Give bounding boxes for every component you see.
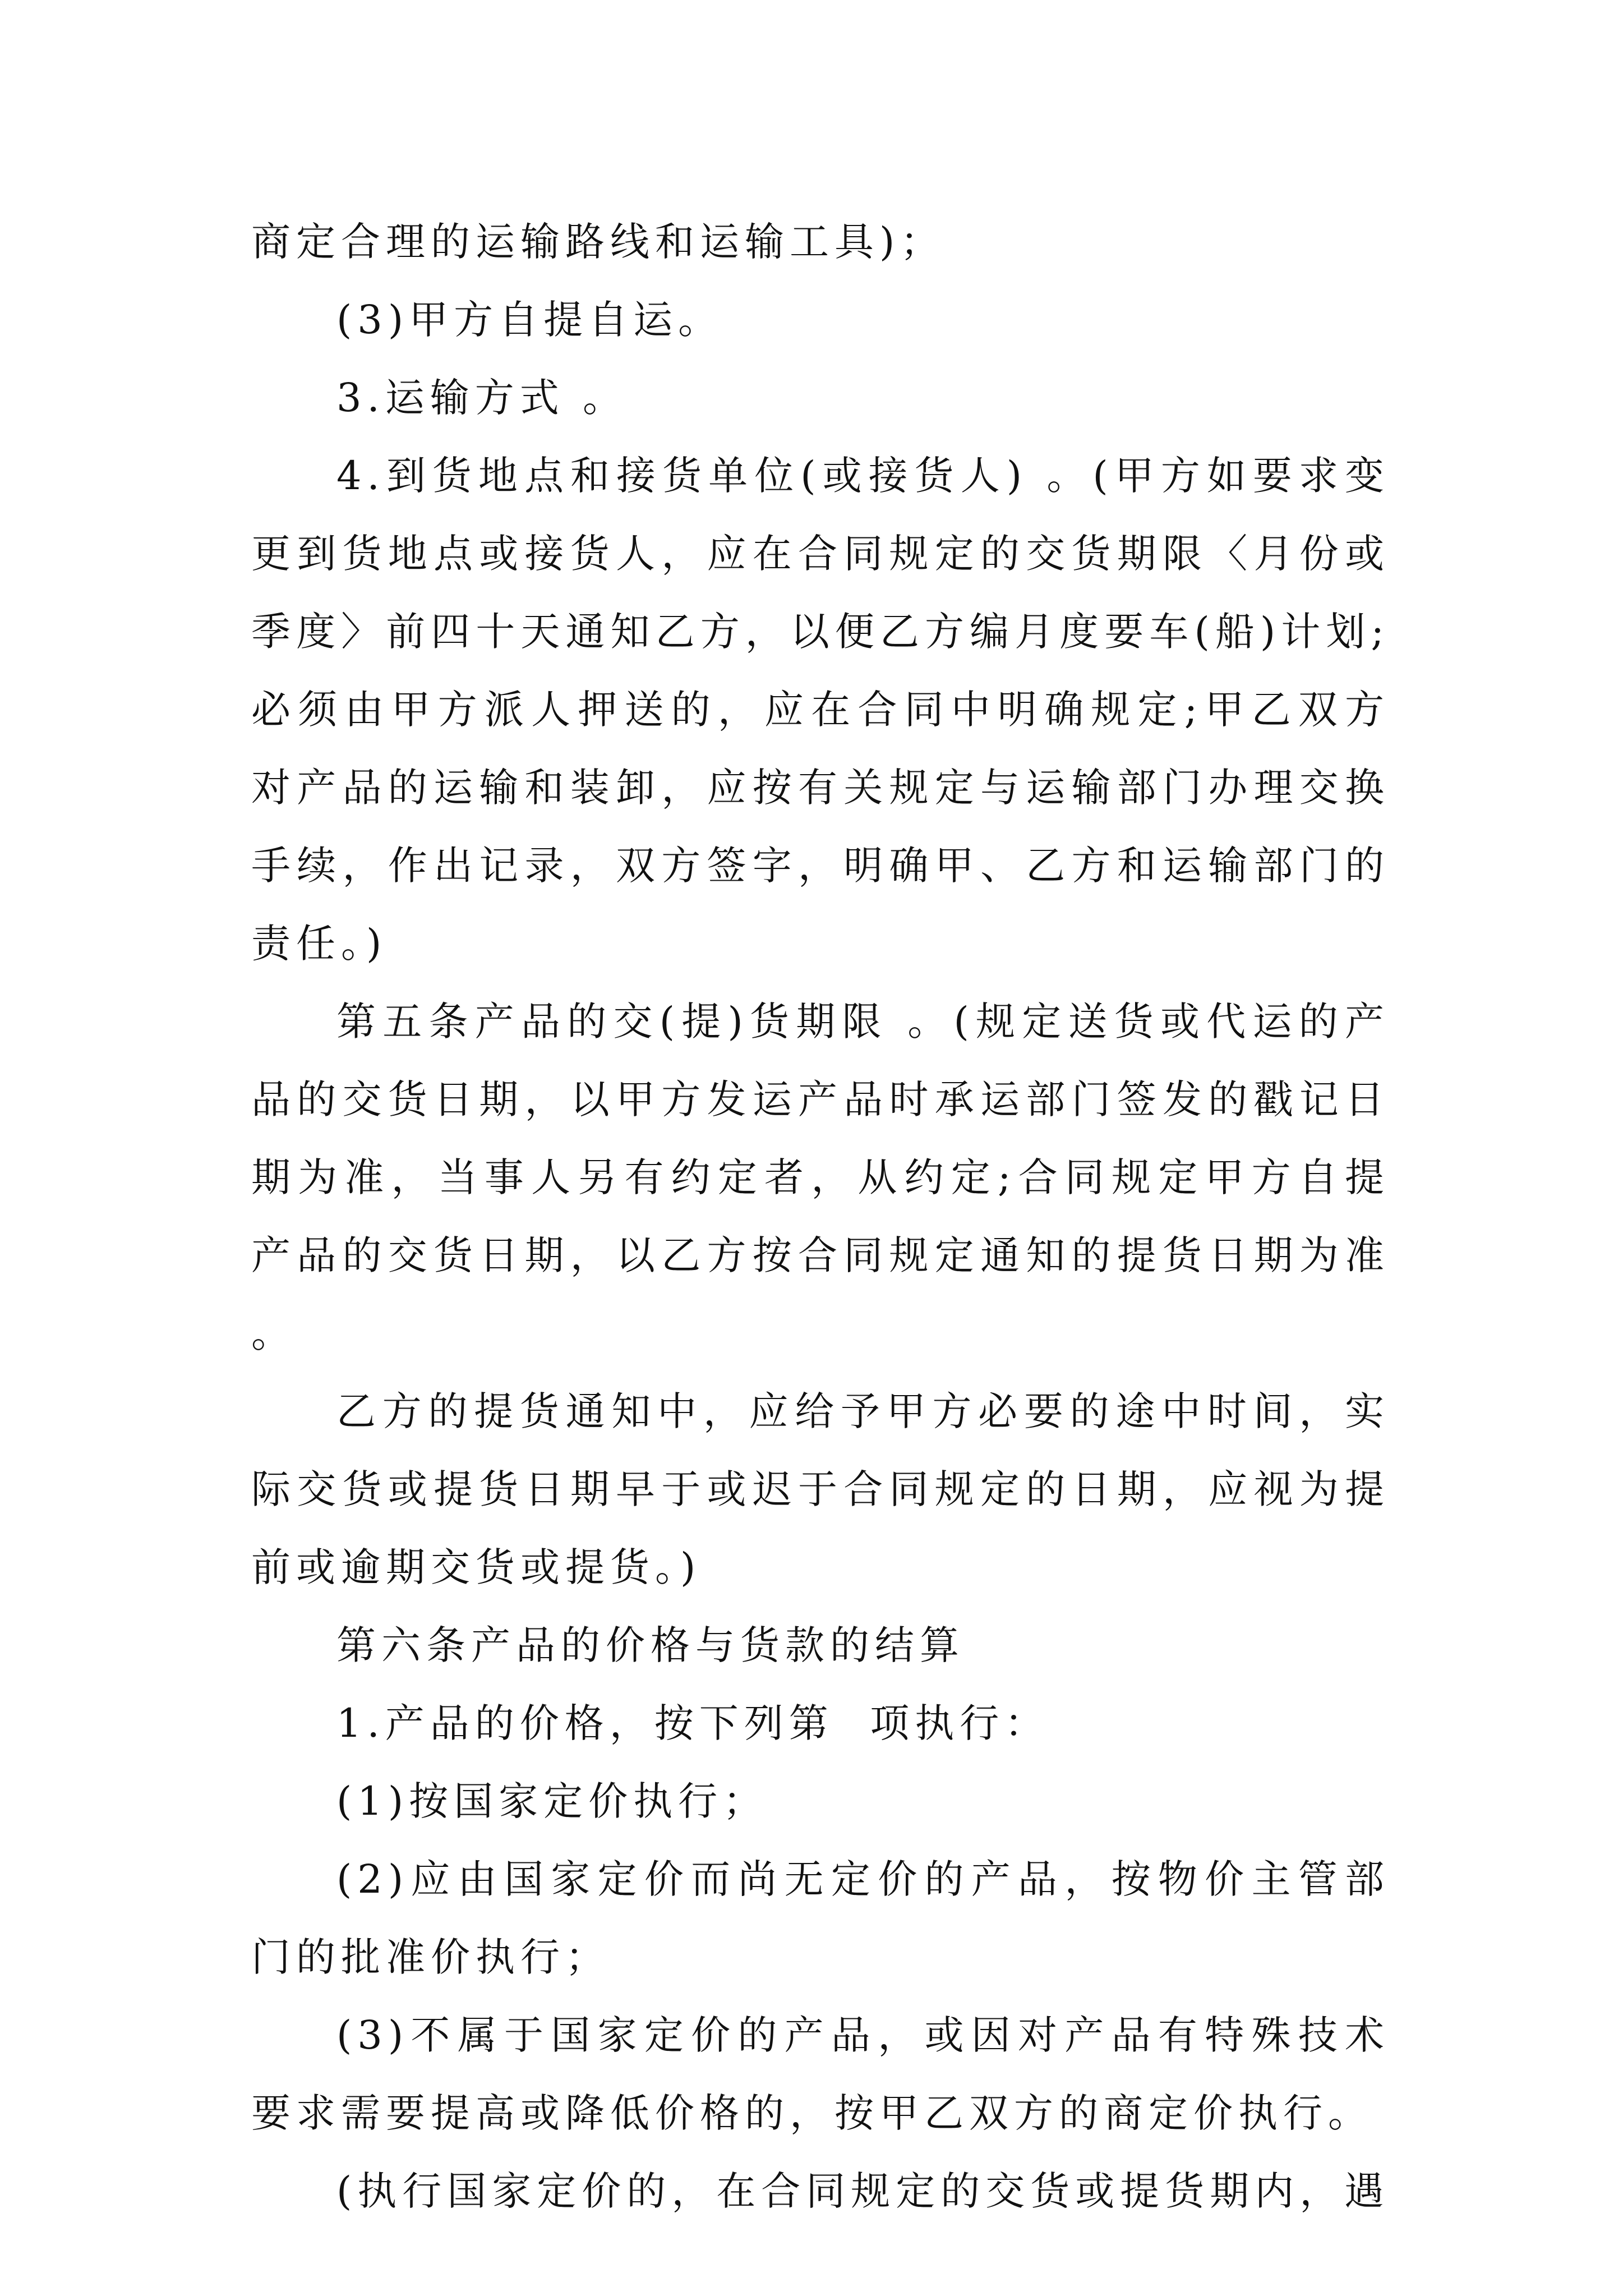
paragraph-article-5-delivery-period: 第五条产品的交(提)货期限 。(规定送货或代运的产品的交货日期，以甲方发运产品时承运部门签发的戳记日期为准，当事人另有约定者，从约定;合同规定甲方自提产品的交货日期，以乙方按合同规定通知的提货日期为准。 <box>251 999 1390 1356</box>
paragraph-price-clause: 1.产品的价格，按下列第 项执行： <box>336 1700 1050 1746</box>
paragraph-price-option-2: (2)应由国家定价而尚无定价的产品，按物价主管部门的批准价执行； <box>251 1856 1390 1980</box>
paragraph-article-6-heading: 第六条产品的价格与货款的结算 <box>336 1622 965 1668</box>
document-body <box>251 203 1390 2230</box>
paragraph-continuation: 商定合理的运输路线和运输工具)； <box>251 219 946 265</box>
paragraph-pickup-notice: 乙方的提货通知中，应给予甲方必要的途中时间，实际交货或提货日期早于或迟于合同规定的日期，应视为提前或逾期交货或提货。) <box>251 1388 1390 1590</box>
paragraph-delivery-location: 4.到货地点和接货单位(或接货人) 。(甲方如要求变更到货地点或接货人，应在合同规定的交货期限〈月份或季度〉前四十天通知乙方，以便乙方编月度要车(船)计划;必须由甲方派人押送的，应在合同中明确规定;甲乙双方对产品的运输和装卸，应按有关规定与运输部门办理交换手续，作出记录，双方签字，明确甲、乙方和运输部门的责任。) <box>251 453 1390 967</box>
paragraph-item-3-self-pickup: (3)甲方自提自运。 <box>336 297 723 343</box>
paragraph-transport-method: 3.运输方式 。 <box>336 375 628 421</box>
paragraph-price-option-3: (3)不属于国家定价的产品，或因对产品有特殊技术要求需要提高或降低价格的，按甲乙双方的商定价执行。 <box>251 2012 1390 2136</box>
paragraph-price-option-1: (1)按国家定价执行； <box>336 1778 768 1824</box>
paragraph-state-price-note: (执行国家定价的，在合同规定的交货或提货期内，遇 <box>336 2168 1390 2214</box>
